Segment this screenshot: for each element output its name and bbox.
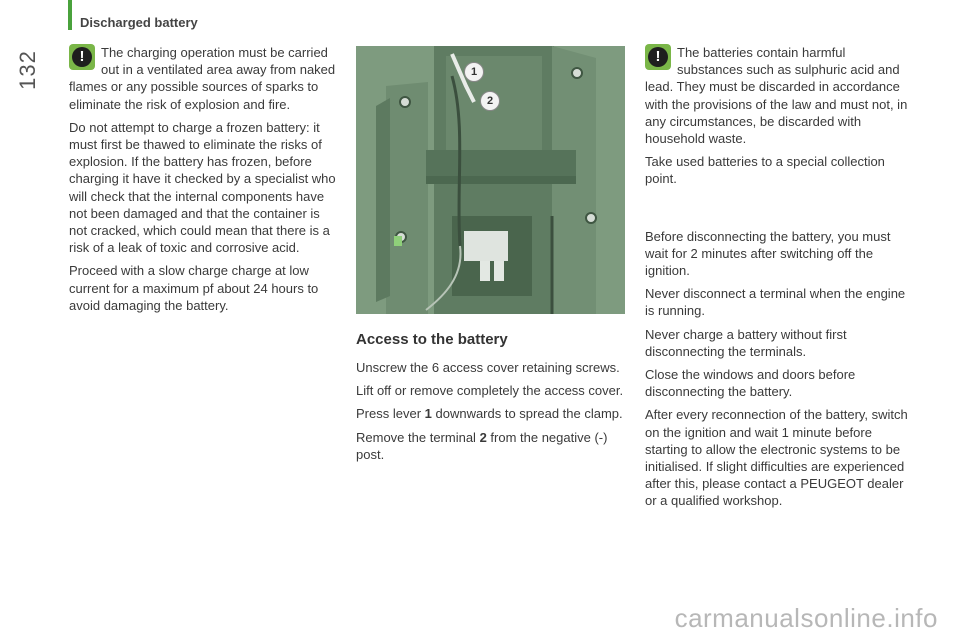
access-battery-heading: Access to the battery [356, 331, 508, 348]
column-middle [356, 359, 624, 469]
exclamation-warning-icon: ! [645, 44, 671, 70]
section-title: Discharged battery [80, 15, 198, 30]
warning-paragraph [69, 44, 339, 113]
paragraph-engine-running: Never disconnect a terminal when the engine is running. [645, 286, 906, 319]
step-unscrew: Unscrew the 6 access cover retaining screws. [356, 360, 620, 375]
column-left [69, 44, 339, 320]
step-remove-terminal: Remove the terminal 2 from the negative (-) post. [356, 429, 608, 462]
exclamation-warning-icon: ! [69, 44, 95, 70]
section-marker-bar [68, 0, 72, 30]
paragraph-wait-2-minutes: Before disconnecting the battery, you must wait for 2 minutes after switching off the ignition. [645, 228, 891, 279]
paragraph-collection-point: Take used batteries to a special collection point. [645, 154, 885, 187]
column-right [645, 44, 913, 516]
paragraph-never-charge: Never charge a battery without first disconnecting the terminals. [645, 326, 847, 359]
paragraph-reconnection: After every reconnection of the battery, switch on the ignition and wait 1 minute before starting to allow the electronic systems to be initialised. If slight difficulties are experienced after this, please contact a PEUGEOT dealer or a qualified workshop. [645, 407, 908, 509]
warning-text: The charging operation must be carried out in a ventilated area away from naked flames or any possible sources of sparks to eliminate the risk of explosion and fire. [69, 45, 336, 112]
warning-text: The batteries contain harmful substances such as sulphuric acid and lead. They must be discarded in accordance with the provisions of the law and must not, in any circumstances, be discarded with household waste. [645, 45, 908, 147]
paragraph-slow-charge: Proceed with a slow charge charge at low current for a maximum pf about 24 hours to avoid damaging the battery. [69, 263, 319, 313]
paragraph-close-windows: Close the windows and doors before disconnecting the battery. [645, 367, 856, 400]
paragraph-frozen-battery: Do not attempt to charge a frozen battery: it must first be thawed to eliminate the risks of explosion. If the battery has frozen, before charging it have it checked by a specialist who will check that the internal components have not been damaged and that the container is not cracked, which could mean that there is a risk of a leak of toxic and corrosive acid. [69, 119, 336, 256]
step-lift-cover: Lift off or remove completely the access cover. [356, 383, 624, 399]
battery-photo [356, 46, 625, 314]
callout-1: 1 [464, 62, 484, 82]
watermark-text: carmanualsonline.info [674, 603, 938, 633]
step-press-lever: Press lever 1 downwards to spread the clamp. [356, 406, 623, 422]
warning-paragraph-disposal [645, 44, 913, 147]
page-number: 132 [15, 50, 40, 90]
callout-2: 2 [480, 91, 500, 111]
